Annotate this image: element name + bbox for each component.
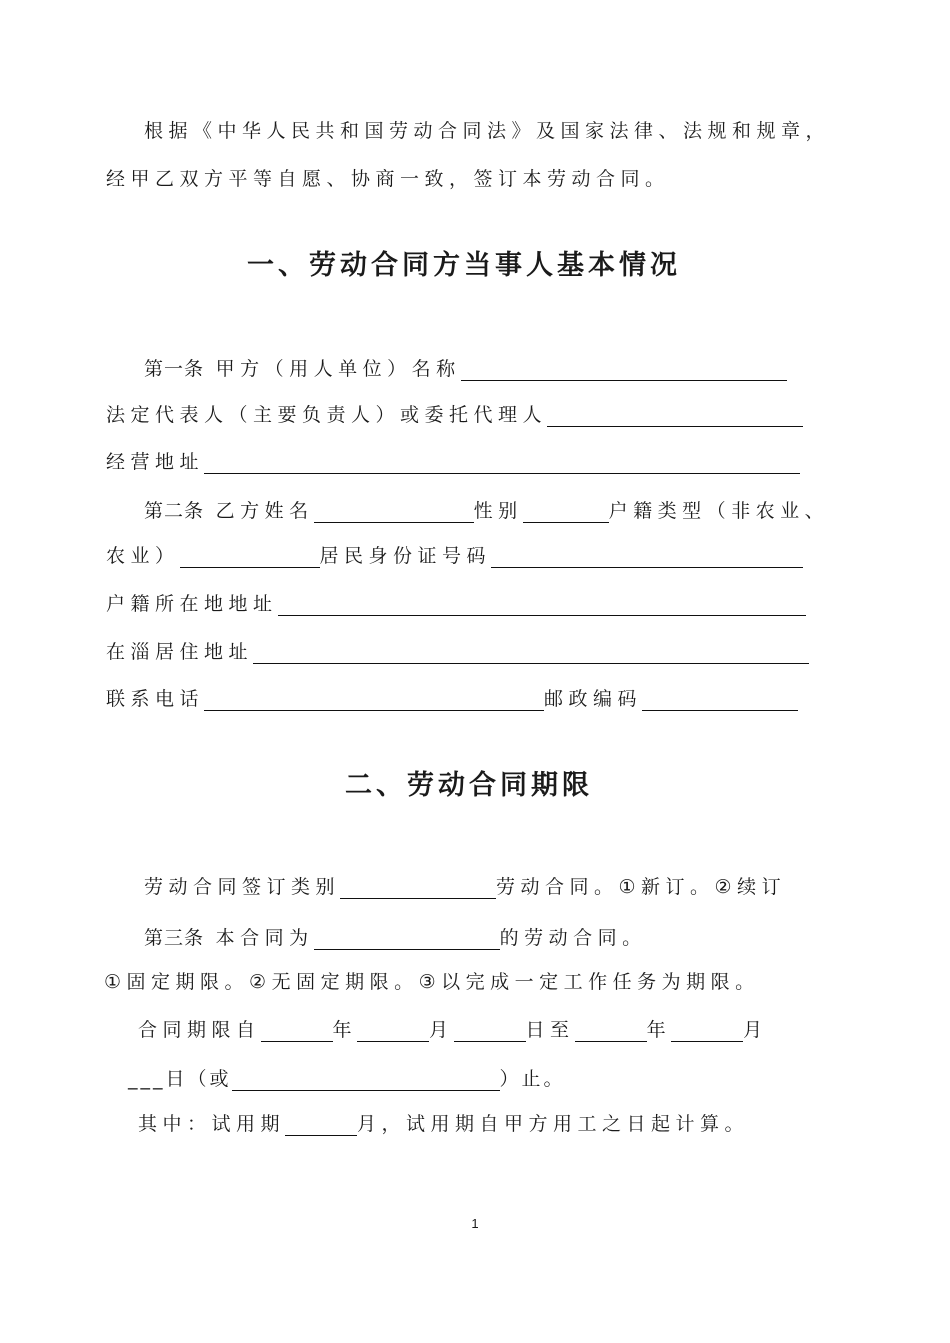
hukou-type-field[interactable]	[180, 547, 320, 568]
start-day-field[interactable]	[454, 1021, 526, 1042]
sign-type-row	[144, 874, 786, 900]
hukou-type-cont-label: 农业）	[106, 545, 180, 567]
article-3-row	[144, 925, 647, 951]
contract-term-label: 本合同为	[215, 927, 314, 949]
end-day-label: ___日（或	[128, 1068, 232, 1090]
employer-name-field[interactable]	[461, 360, 787, 381]
contract-term-suffix: 的劳动合同。	[499, 927, 647, 949]
representative-label: 法定代表人（主要负责人）或委托代理人	[106, 404, 548, 426]
end-month-field[interactable]	[671, 1021, 743, 1042]
phone-label: 联系电话	[106, 688, 205, 710]
month-label-2: 月	[743, 1019, 768, 1041]
contact-row	[106, 686, 798, 712]
period-from-label: 合同期限自	[138, 1019, 261, 1041]
residence-row	[106, 639, 809, 665]
hukou-address-label: 户籍所在地地址	[106, 593, 278, 615]
article-2-label: 第二条	[144, 500, 205, 522]
business-address-field[interactable]	[204, 453, 800, 474]
residence-label: 在淄居住地址	[106, 641, 254, 663]
period-end-label: ）止。	[499, 1068, 566, 1090]
alternative-term-field[interactable]	[232, 1070, 500, 1091]
contract-term-field[interactable]	[314, 929, 500, 950]
section-1-heading: 一、劳动合同方当事人基本情况	[247, 250, 681, 281]
id-number-label: 居民身份证号码	[319, 545, 492, 567]
gender-field[interactable]	[523, 502, 609, 523]
sign-type-field[interactable]	[340, 878, 496, 899]
end-year-field[interactable]	[575, 1021, 647, 1042]
employee-name-field[interactable]	[314, 502, 474, 523]
intro-line-1: 根据《中华人民共和国劳动合同法》及国家法律、法规和规章，	[144, 120, 831, 142]
employer-name-label: 甲方（用人单位）名称	[215, 358, 461, 380]
postcode-field[interactable]	[642, 690, 798, 711]
article-1-label: 第一条	[144, 358, 205, 380]
term-options: ①固定期限。②无固定期限。③以完成一定工作任务为期限。	[104, 971, 760, 993]
gender-label: 性别	[473, 500, 523, 522]
residence-field[interactable]	[253, 643, 809, 664]
representative-row	[106, 402, 803, 428]
business-address-row	[106, 449, 800, 475]
probation-field[interactable]	[285, 1115, 357, 1136]
day-to-label: 日至	[525, 1019, 575, 1041]
start-month-field[interactable]	[357, 1021, 429, 1042]
intro-line-2: 经甲乙双方平等自愿、协商一致，签订本劳动合同。	[106, 168, 670, 190]
period-row	[138, 1017, 768, 1043]
article-2-row	[144, 498, 829, 524]
year-label-2: 年	[646, 1019, 672, 1041]
year-label: 年	[332, 1019, 358, 1041]
probation-suffix: 月，试用期自甲方用工之日起计算。	[357, 1113, 750, 1135]
page-number: 1	[471, 1216, 479, 1231]
business-address-label: 经营地址	[106, 451, 205, 473]
id-number-field[interactable]	[491, 547, 803, 568]
month-label: 月	[429, 1019, 454, 1041]
hukou-address-field[interactable]	[278, 595, 806, 616]
article-1-employer-row	[144, 356, 787, 382]
hukou-type-cont-row	[106, 543, 803, 569]
article-3-label: 第三条	[144, 927, 205, 949]
start-year-field[interactable]	[261, 1021, 333, 1042]
hukou-type-label: 户籍类型（非农业、	[608, 500, 830, 522]
hukou-address-row	[106, 591, 806, 617]
phone-field[interactable]	[204, 690, 544, 711]
period-end-row	[128, 1066, 566, 1092]
representative-field[interactable]	[547, 406, 803, 427]
probation-row	[138, 1111, 749, 1137]
employee-name-label: 乙方姓名	[215, 500, 314, 522]
probation-label: 其中：试用期	[138, 1113, 286, 1135]
sign-type-label: 劳动合同签订类别	[144, 876, 341, 898]
postcode-label: 邮政编码	[544, 688, 643, 710]
section-2-heading: 二、劳动合同期限	[345, 770, 593, 801]
sign-type-suffix: 劳动合同。①新订。②续订	[496, 876, 787, 898]
